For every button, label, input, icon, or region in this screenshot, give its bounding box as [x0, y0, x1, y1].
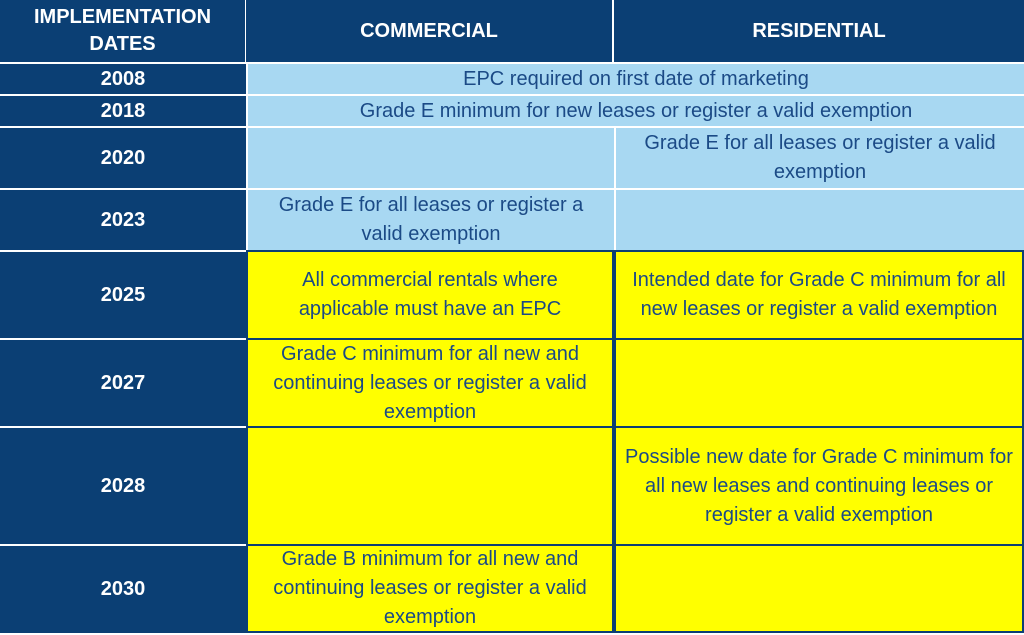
row-2008-combined-requirement: EPC required on first date of marketing [246, 62, 1024, 94]
row-2030-commercial: Grade B minimum for all new and continuing leases or register a valid exemption [246, 544, 614, 633]
row-date-2023: 2023 [0, 188, 246, 250]
row-date-2020: 2020 [0, 126, 246, 188]
row-2025-commercial: All commercial rentals where applicable must have an EPC [246, 250, 614, 338]
row-2023-residential [614, 188, 1024, 250]
row-2028-commercial [246, 426, 614, 544]
row-date-2027: 2027 [0, 338, 246, 426]
row-date-2018: 2018 [0, 94, 246, 126]
row-date-2030: 2030 [0, 544, 246, 633]
row-2028-residential: Possible new date for Grade C minimum for all new leases and continuing leases or register a valid exemption [614, 426, 1024, 544]
row-date-2008: 2008 [0, 62, 246, 94]
row-2027-residential [614, 338, 1024, 426]
row-2025-residential: Intended date for Grade C minimum for all new leases or register a valid exemption [614, 250, 1024, 338]
row-2030-residential [614, 544, 1024, 633]
row-2020-residential: Grade E for all leases or register a valid exemption [614, 126, 1024, 188]
row-2023-commercial: Grade E for all leases or register a valid exemption [246, 188, 614, 250]
row-date-2028: 2028 [0, 426, 246, 544]
header-implementation-dates: IMPLEMENTATION DATES [0, 0, 246, 62]
row-2018-combined-requirement: Grade E minimum for new leases or register a valid exemption [246, 94, 1024, 126]
header-residential: RESIDENTIAL [614, 0, 1024, 62]
row-2027-commercial: Grade C minimum for all new and continuing leases or register a valid exemption [246, 338, 614, 426]
row-2020-commercial [246, 126, 614, 188]
header-commercial: COMMERCIAL [246, 0, 614, 62]
row-date-2025: 2025 [0, 250, 246, 338]
